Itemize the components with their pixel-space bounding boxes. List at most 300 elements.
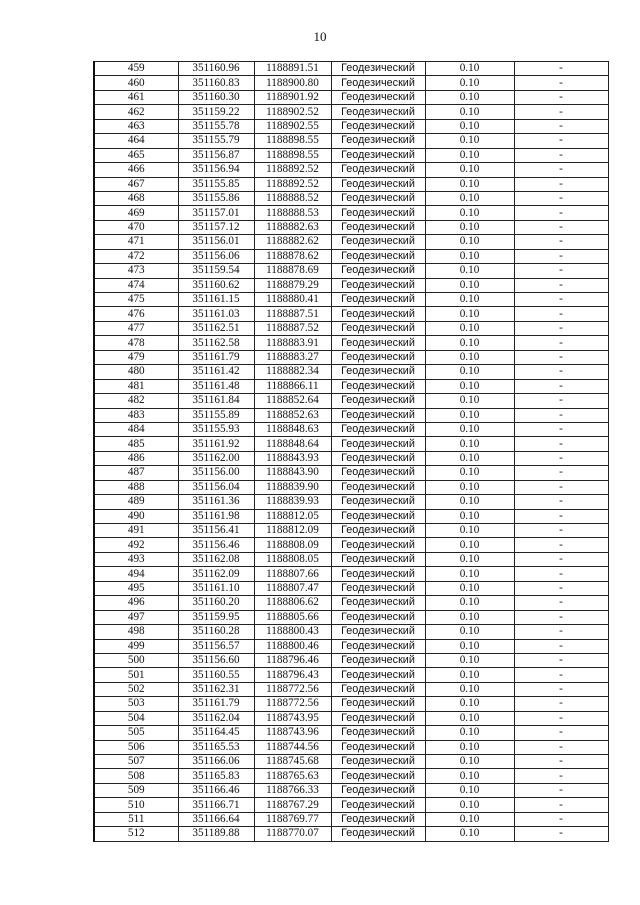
table-row	[94, 148, 608, 162]
y-coordinate-cell: 1188866.11	[254, 379, 331, 393]
description-cell: -	[514, 148, 608, 162]
method-cell: Геодезический	[331, 827, 425, 841]
x-coordinate-cell: 351160.30	[178, 90, 254, 104]
accuracy-cell: 0.10	[425, 480, 514, 494]
x-coordinate-cell: 351162.09	[178, 567, 254, 581]
y-coordinate-cell: 1188812.09	[254, 524, 331, 538]
y-coordinate-cell: 1188839.90	[254, 480, 331, 494]
method-cell: Геодезический	[331, 191, 425, 205]
point-number-cell: 462	[94, 105, 178, 119]
y-coordinate-cell: 1188770.07	[254, 827, 331, 841]
method-cell: Геодезический	[331, 538, 425, 552]
y-coordinate-cell: 1188807.66	[254, 567, 331, 581]
x-coordinate-cell: 351189.88	[178, 827, 254, 841]
y-coordinate-cell: 1188800.46	[254, 639, 331, 653]
y-coordinate-cell: 1188883.27	[254, 350, 331, 364]
table-row	[94, 812, 608, 826]
description-cell: -	[514, 307, 608, 321]
x-coordinate-cell: 351166.46	[178, 783, 254, 797]
x-coordinate-cell: 351156.60	[178, 653, 254, 667]
accuracy-cell: 0.10	[425, 321, 514, 335]
description-cell: -	[514, 740, 608, 754]
method-cell: Геодезический	[331, 206, 425, 220]
x-coordinate-cell: 351156.41	[178, 524, 254, 538]
point-number-cell: 495	[94, 581, 178, 595]
description-cell: -	[514, 235, 608, 249]
description-cell: -	[514, 264, 608, 278]
x-coordinate-cell: 351157.01	[178, 206, 254, 220]
method-cell: Геодезический	[331, 726, 425, 740]
y-coordinate-cell: 1188901.92	[254, 90, 331, 104]
y-coordinate-cell: 1188843.90	[254, 466, 331, 480]
table-row	[94, 394, 608, 408]
method-cell: Геодезический	[331, 798, 425, 812]
method-cell: Геодезический	[331, 408, 425, 422]
x-coordinate-cell: 351155.86	[178, 191, 254, 205]
description-cell: -	[514, 177, 608, 191]
description-cell: -	[514, 711, 608, 725]
x-coordinate-cell: 351161.84	[178, 394, 254, 408]
method-cell: Геодезический	[331, 422, 425, 436]
method-cell: Геодезический	[331, 437, 425, 451]
x-coordinate-cell: 351161.92	[178, 437, 254, 451]
y-coordinate-cell: 1188882.62	[254, 235, 331, 249]
point-number-cell: 509	[94, 783, 178, 797]
y-coordinate-cell: 1188843.93	[254, 451, 331, 465]
point-number-cell: 501	[94, 668, 178, 682]
accuracy-cell: 0.10	[425, 798, 514, 812]
method-cell: Геодезический	[331, 293, 425, 307]
y-coordinate-cell: 1188887.51	[254, 307, 331, 321]
point-number-cell: 466	[94, 163, 178, 177]
y-coordinate-cell: 1188772.56	[254, 682, 331, 696]
method-cell: Геодезический	[331, 451, 425, 465]
method-cell: Геодезический	[331, 466, 425, 480]
point-number-cell: 508	[94, 769, 178, 783]
accuracy-cell: 0.10	[425, 379, 514, 393]
accuracy-cell: 0.10	[425, 639, 514, 653]
accuracy-cell: 0.10	[425, 509, 514, 523]
point-number-cell: 476	[94, 307, 178, 321]
table-row	[94, 105, 608, 119]
accuracy-cell: 0.10	[425, 827, 514, 841]
point-number-cell: 512	[94, 827, 178, 841]
point-number-cell: 470	[94, 220, 178, 234]
method-cell: Геодезический	[331, 62, 425, 76]
table-row	[94, 495, 608, 509]
accuracy-cell: 0.10	[425, 177, 514, 191]
accuracy-cell: 0.10	[425, 726, 514, 740]
y-coordinate-cell: 1188796.43	[254, 668, 331, 682]
table-row	[94, 625, 608, 639]
table-row	[94, 524, 608, 538]
method-cell: Геодезический	[331, 177, 425, 191]
description-cell: -	[514, 365, 608, 379]
method-cell: Геодезический	[331, 76, 425, 90]
x-coordinate-cell: 351161.36	[178, 495, 254, 509]
method-cell: Геодезический	[331, 220, 425, 234]
table-row	[94, 293, 608, 307]
y-coordinate-cell: 1188806.62	[254, 596, 331, 610]
x-coordinate-cell: 351161.79	[178, 697, 254, 711]
y-coordinate-cell: 1188745.68	[254, 755, 331, 769]
y-coordinate-cell: 1188878.69	[254, 264, 331, 278]
coordinates-table	[93, 61, 609, 842]
point-number-cell: 460	[94, 76, 178, 90]
y-coordinate-cell: 1188898.55	[254, 148, 331, 162]
page-number: 10	[313, 29, 327, 44]
x-coordinate-cell: 351166.06	[178, 755, 254, 769]
accuracy-cell: 0.10	[425, 119, 514, 133]
description-cell: -	[514, 495, 608, 509]
x-coordinate-cell: 351155.78	[178, 119, 254, 133]
y-coordinate-cell: 1188743.96	[254, 726, 331, 740]
description-cell: -	[514, 466, 608, 480]
y-coordinate-cell: 1188900.80	[254, 76, 331, 90]
table-row	[94, 726, 608, 740]
accuracy-cell: 0.10	[425, 524, 514, 538]
y-coordinate-cell: 1188852.63	[254, 408, 331, 422]
description-cell: -	[514, 293, 608, 307]
point-number-cell: 467	[94, 177, 178, 191]
x-coordinate-cell: 351156.94	[178, 163, 254, 177]
description-cell: -	[514, 581, 608, 595]
description-cell: -	[514, 451, 608, 465]
accuracy-cell: 0.10	[425, 148, 514, 162]
point-number-cell: 485	[94, 437, 178, 451]
x-coordinate-cell: 351162.51	[178, 321, 254, 335]
y-coordinate-cell: 1188892.52	[254, 177, 331, 191]
point-number-cell: 510	[94, 798, 178, 812]
method-cell: Геодезический	[331, 336, 425, 350]
point-number-cell: 480	[94, 365, 178, 379]
accuracy-cell: 0.10	[425, 408, 514, 422]
method-cell: Геодезический	[331, 148, 425, 162]
method-cell: Геодезический	[331, 769, 425, 783]
point-number-cell: 507	[94, 755, 178, 769]
accuracy-cell: 0.10	[425, 697, 514, 711]
table-row	[94, 567, 608, 581]
method-cell: Геодезический	[331, 812, 425, 826]
point-number-cell: 497	[94, 610, 178, 624]
method-cell: Геодезический	[331, 90, 425, 104]
description-cell: -	[514, 827, 608, 841]
table-row	[94, 798, 608, 812]
x-coordinate-cell: 351162.31	[178, 682, 254, 696]
y-coordinate-cell: 1188800.43	[254, 625, 331, 639]
accuracy-cell: 0.10	[425, 711, 514, 725]
method-cell: Геодезический	[331, 134, 425, 148]
x-coordinate-cell: 351159.54	[178, 264, 254, 278]
y-coordinate-cell: 1188888.52	[254, 191, 331, 205]
x-coordinate-cell: 351162.00	[178, 451, 254, 465]
y-coordinate-cell: 1188807.47	[254, 581, 331, 595]
table-row	[94, 827, 608, 841]
accuracy-cell: 0.10	[425, 264, 514, 278]
accuracy-cell: 0.10	[425, 76, 514, 90]
x-coordinate-cell: 351155.79	[178, 134, 254, 148]
x-coordinate-cell: 351166.64	[178, 812, 254, 826]
point-number-cell: 477	[94, 321, 178, 335]
description-cell: -	[514, 191, 608, 205]
method-cell: Геодезический	[331, 755, 425, 769]
y-coordinate-cell: 1188902.52	[254, 105, 331, 119]
table-row	[94, 581, 608, 595]
x-coordinate-cell: 351164.45	[178, 726, 254, 740]
method-cell: Геодезический	[331, 567, 425, 581]
y-coordinate-cell: 1188891.51	[254, 62, 331, 76]
point-number-cell: 491	[94, 524, 178, 538]
accuracy-cell: 0.10	[425, 235, 514, 249]
x-coordinate-cell: 351161.15	[178, 293, 254, 307]
x-coordinate-cell: 351157.12	[178, 220, 254, 234]
point-number-cell: 478	[94, 336, 178, 350]
table-row	[94, 769, 608, 783]
accuracy-cell: 0.10	[425, 249, 514, 263]
point-number-cell: 500	[94, 653, 178, 667]
x-coordinate-cell: 351165.83	[178, 769, 254, 783]
x-coordinate-cell: 351160.55	[178, 668, 254, 682]
point-number-cell: 471	[94, 235, 178, 249]
description-cell: -	[514, 350, 608, 364]
method-cell: Геодезический	[331, 552, 425, 566]
accuracy-cell: 0.10	[425, 336, 514, 350]
table-row	[94, 350, 608, 364]
point-number-cell: 489	[94, 495, 178, 509]
y-coordinate-cell: 1188883.91	[254, 336, 331, 350]
accuracy-cell: 0.10	[425, 163, 514, 177]
point-number-cell: 498	[94, 625, 178, 639]
accuracy-cell: 0.10	[425, 538, 514, 552]
x-coordinate-cell: 351155.85	[178, 177, 254, 191]
accuracy-cell: 0.10	[425, 191, 514, 205]
accuracy-cell: 0.10	[425, 783, 514, 797]
description-cell: -	[514, 437, 608, 451]
description-cell: -	[514, 769, 608, 783]
point-number-cell: 487	[94, 466, 178, 480]
description-cell: -	[514, 90, 608, 104]
table-row	[94, 538, 608, 552]
accuracy-cell: 0.10	[425, 581, 514, 595]
description-cell: -	[514, 596, 608, 610]
accuracy-cell: 0.10	[425, 466, 514, 480]
method-cell: Геодезический	[331, 105, 425, 119]
description-cell: -	[514, 379, 608, 393]
point-number-cell: 465	[94, 148, 178, 162]
description-cell: -	[514, 668, 608, 682]
description-cell: -	[514, 134, 608, 148]
point-number-cell: 486	[94, 451, 178, 465]
accuracy-cell: 0.10	[425, 755, 514, 769]
point-number-cell: 506	[94, 740, 178, 754]
y-coordinate-cell: 1188887.52	[254, 321, 331, 335]
description-cell: -	[514, 249, 608, 263]
accuracy-cell: 0.10	[425, 206, 514, 220]
table-row	[94, 783, 608, 797]
table-row	[94, 336, 608, 350]
x-coordinate-cell: 351155.89	[178, 408, 254, 422]
x-coordinate-cell: 351156.01	[178, 235, 254, 249]
table-row	[94, 264, 608, 278]
table-row	[94, 278, 608, 292]
y-coordinate-cell: 1188805.66	[254, 610, 331, 624]
description-cell: -	[514, 726, 608, 740]
accuracy-cell: 0.10	[425, 596, 514, 610]
description-cell: -	[514, 524, 608, 538]
point-number-cell: 503	[94, 697, 178, 711]
table-row	[94, 552, 608, 566]
accuracy-cell: 0.10	[425, 365, 514, 379]
y-coordinate-cell: 1188878.62	[254, 249, 331, 263]
point-number-cell: 473	[94, 264, 178, 278]
description-cell: -	[514, 812, 608, 826]
x-coordinate-cell: 351156.46	[178, 538, 254, 552]
method-cell: Геодезический	[331, 163, 425, 177]
description-cell: -	[514, 755, 608, 769]
y-coordinate-cell: 1188888.53	[254, 206, 331, 220]
description-cell: -	[514, 509, 608, 523]
table-row	[94, 249, 608, 263]
method-cell: Геодезический	[331, 365, 425, 379]
description-cell: -	[514, 163, 608, 177]
accuracy-cell: 0.10	[425, 625, 514, 639]
point-number-cell: 488	[94, 480, 178, 494]
description-cell: -	[514, 206, 608, 220]
table-row	[94, 134, 608, 148]
table-row	[94, 740, 608, 754]
point-number-cell: 479	[94, 350, 178, 364]
table-row	[94, 422, 608, 436]
y-coordinate-cell: 1188744.56	[254, 740, 331, 754]
x-coordinate-cell: 351166.71	[178, 798, 254, 812]
method-cell: Геодезический	[331, 653, 425, 667]
table-row	[94, 62, 608, 76]
method-cell: Геодезический	[331, 625, 425, 639]
point-number-cell: 490	[94, 509, 178, 523]
x-coordinate-cell: 351162.08	[178, 552, 254, 566]
table-row	[94, 697, 608, 711]
x-coordinate-cell: 351160.96	[178, 62, 254, 76]
x-coordinate-cell: 351160.20	[178, 596, 254, 610]
y-coordinate-cell: 1188796.46	[254, 653, 331, 667]
coordinates-table-body	[94, 62, 608, 842]
description-cell: -	[514, 76, 608, 90]
x-coordinate-cell: 351162.58	[178, 336, 254, 350]
accuracy-cell: 0.10	[425, 812, 514, 826]
description-cell: -	[514, 119, 608, 133]
y-coordinate-cell: 1188812.05	[254, 509, 331, 523]
description-cell: -	[514, 278, 608, 292]
method-cell: Геодезический	[331, 682, 425, 696]
accuracy-cell: 0.10	[425, 740, 514, 754]
y-coordinate-cell: 1188898.55	[254, 134, 331, 148]
y-coordinate-cell: 1188769.77	[254, 812, 331, 826]
method-cell: Геодезический	[331, 783, 425, 797]
description-cell: -	[514, 653, 608, 667]
x-coordinate-cell: 351161.48	[178, 379, 254, 393]
accuracy-cell: 0.10	[425, 567, 514, 581]
accuracy-cell: 0.10	[425, 293, 514, 307]
y-coordinate-cell: 1188839.93	[254, 495, 331, 509]
y-coordinate-cell: 1188882.63	[254, 220, 331, 234]
point-number-cell: 475	[94, 293, 178, 307]
y-coordinate-cell: 1188880.41	[254, 293, 331, 307]
method-cell: Геодезический	[331, 321, 425, 335]
y-coordinate-cell: 1188902.55	[254, 119, 331, 133]
description-cell: -	[514, 639, 608, 653]
table-row	[94, 163, 608, 177]
description-cell: -	[514, 62, 608, 76]
accuracy-cell: 0.10	[425, 552, 514, 566]
point-number-cell: 504	[94, 711, 178, 725]
y-coordinate-cell: 1188765.63	[254, 769, 331, 783]
accuracy-cell: 0.10	[425, 610, 514, 624]
x-coordinate-cell: 351160.83	[178, 76, 254, 90]
point-number-cell: 492	[94, 538, 178, 552]
point-number-cell: 502	[94, 682, 178, 696]
y-coordinate-cell: 1188743.95	[254, 711, 331, 725]
table-row	[94, 76, 608, 90]
method-cell: Геодезический	[331, 350, 425, 364]
method-cell: Геодезический	[331, 596, 425, 610]
method-cell: Геодезический	[331, 278, 425, 292]
point-number-cell: 505	[94, 726, 178, 740]
accuracy-cell: 0.10	[425, 278, 514, 292]
accuracy-cell: 0.10	[425, 495, 514, 509]
x-coordinate-cell: 351161.42	[178, 365, 254, 379]
table-row	[94, 220, 608, 234]
table-row	[94, 639, 608, 653]
accuracy-cell: 0.10	[425, 90, 514, 104]
point-number-cell: 484	[94, 422, 178, 436]
description-cell: -	[514, 625, 608, 639]
table-row	[94, 235, 608, 249]
y-coordinate-cell: 1188879.29	[254, 278, 331, 292]
description-cell: -	[514, 783, 608, 797]
description-cell: -	[514, 567, 608, 581]
point-number-cell: 493	[94, 552, 178, 566]
x-coordinate-cell: 351161.98	[178, 509, 254, 523]
accuracy-cell: 0.10	[425, 220, 514, 234]
table-row	[94, 682, 608, 696]
method-cell: Геодезический	[331, 379, 425, 393]
method-cell: Геодезический	[331, 697, 425, 711]
description-cell: -	[514, 697, 608, 711]
method-cell: Геодезический	[331, 639, 425, 653]
table-row	[94, 90, 608, 104]
y-coordinate-cell: 1188882.34	[254, 365, 331, 379]
table-row	[94, 466, 608, 480]
accuracy-cell: 0.10	[425, 437, 514, 451]
point-number-cell: 481	[94, 379, 178, 393]
x-coordinate-cell: 351156.87	[178, 148, 254, 162]
table-row	[94, 379, 608, 393]
y-coordinate-cell: 1188852.64	[254, 394, 331, 408]
table-row	[94, 509, 608, 523]
table-row	[94, 191, 608, 205]
table-row	[94, 119, 608, 133]
x-coordinate-cell: 351159.95	[178, 610, 254, 624]
y-coordinate-cell: 1188808.09	[254, 538, 331, 552]
accuracy-cell: 0.10	[425, 668, 514, 682]
description-cell: -	[514, 480, 608, 494]
method-cell: Геодезический	[331, 711, 425, 725]
y-coordinate-cell: 1188848.64	[254, 437, 331, 451]
x-coordinate-cell: 351159.22	[178, 105, 254, 119]
y-coordinate-cell: 1188766.33	[254, 783, 331, 797]
point-number-cell: 461	[94, 90, 178, 104]
point-number-cell: 494	[94, 567, 178, 581]
